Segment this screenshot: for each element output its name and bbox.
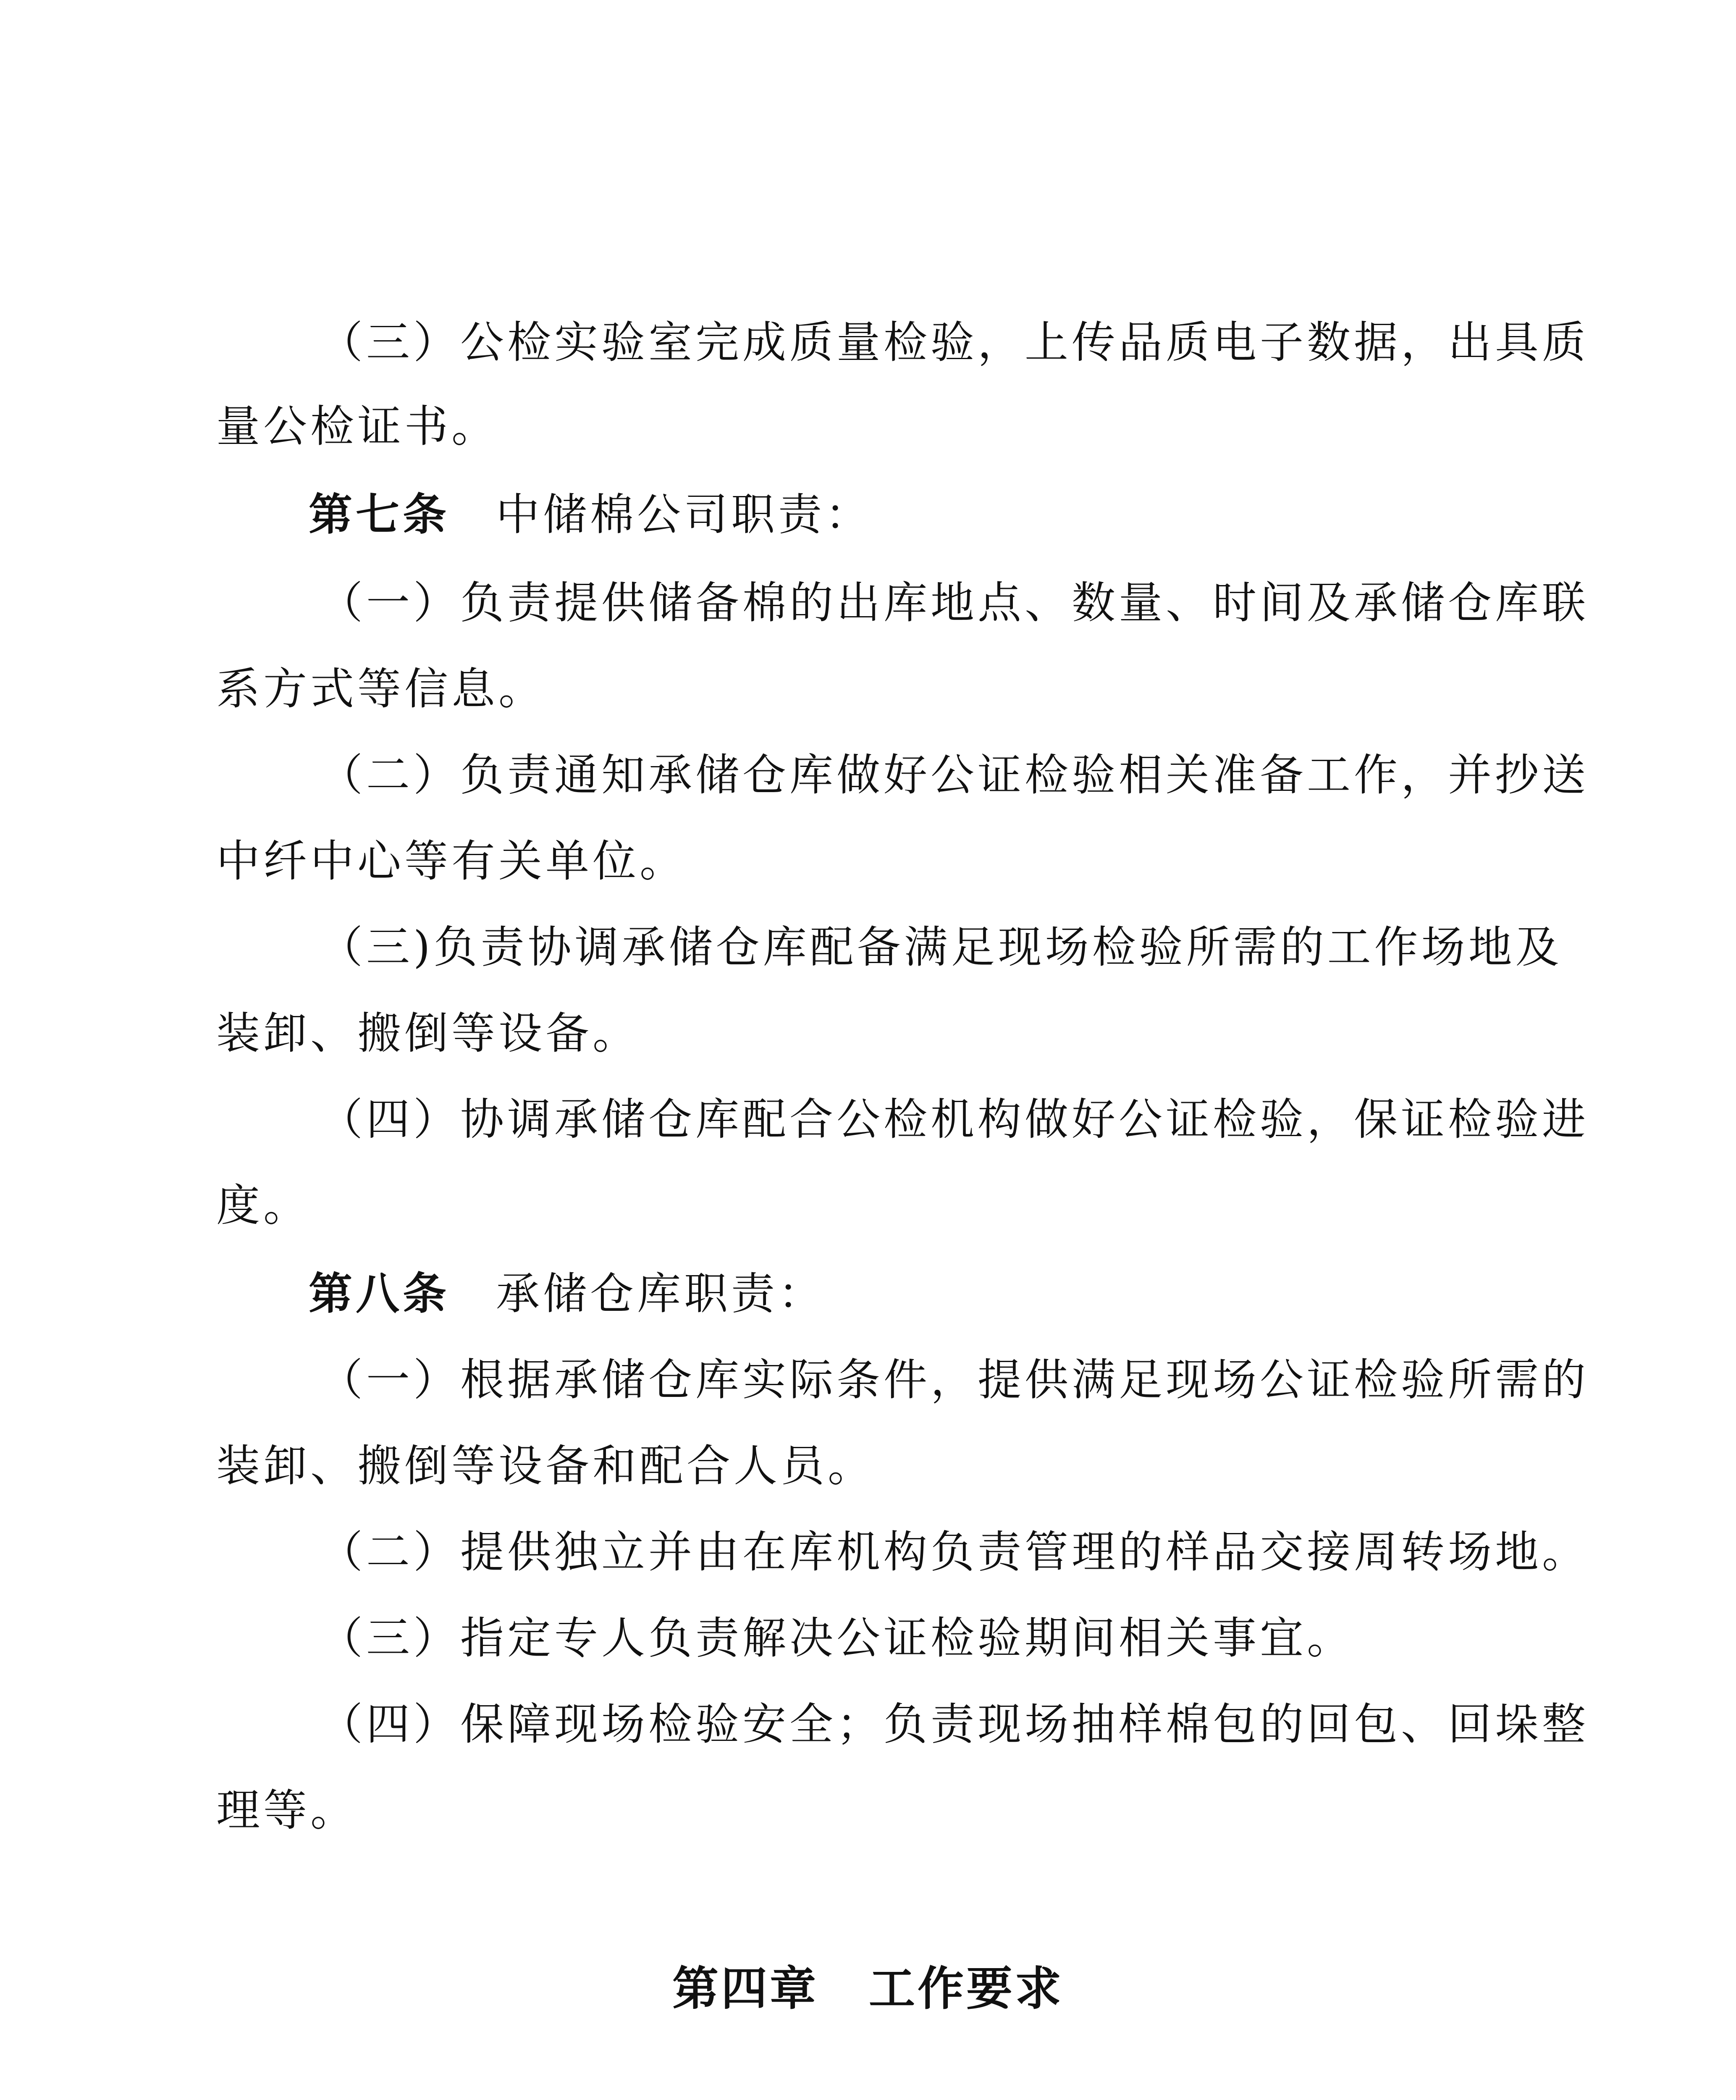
paragraph-line: （三)负责协调承储仓库配备满足现场检验所需的工作场地及 — [319, 921, 1563, 973]
paragraph-line: （一）负责提供储备棉的出库地点、数量、时间及承储仓库联 — [319, 577, 1589, 628]
chapter-heading — [0, 1961, 1736, 2016]
article-number: 第七条 — [309, 489, 450, 540]
paragraph-line: （一）根据承储仓库实际条件，提供满足现场公证检验所需的 — [319, 1354, 1589, 1405]
paragraph-line: （四）保障现场检验安全；负责现场抽样棉包的回包、回垛整 — [319, 1698, 1589, 1750]
paragraph-line: 系方式等信息。 — [216, 663, 546, 714]
paragraph-line: （三）指定专人负责解决公证检验期间相关事宜。 — [319, 1612, 1354, 1664]
article-text: 中储棉公司职责： — [496, 489, 873, 540]
paragraph-line: （二）提供独立并由在库机构负责管理的样品交接周转场地。 — [319, 1526, 1589, 1578]
paragraph-line: 中纤中心等有关单位。 — [216, 835, 687, 887]
article-text: 承储仓库职责： — [496, 1268, 826, 1319]
paragraph-line: 装卸、搬倒等设备和配合人员。 — [216, 1440, 875, 1491]
paragraph-line: （二）负责通知承储仓库做好公证检验相关准备工作，并抄送 — [319, 749, 1589, 801]
paragraph-line: 装卸、搬倒等设备。 — [216, 1008, 640, 1059]
article-heading — [309, 1268, 825, 1319]
paragraph-line: 度。 — [216, 1180, 311, 1231]
chapter-number: 第四章 — [672, 1962, 818, 2016]
chapter-title: 工作要求 — [869, 1962, 1064, 2016]
paragraph-line: （四）协调承储仓库配合公检机构做好公证检验，保证检验进 — [319, 1094, 1589, 1145]
article-number: 第八条 — [309, 1268, 450, 1319]
article-heading — [309, 489, 872, 540]
paragraph-line: 量公检证书。 — [216, 401, 499, 452]
paragraph-line: 理等。 — [216, 1785, 358, 1836]
paragraph-line: （三）公检实验室完成质量检验，上传品质电子数据，出具质 — [319, 317, 1589, 368]
